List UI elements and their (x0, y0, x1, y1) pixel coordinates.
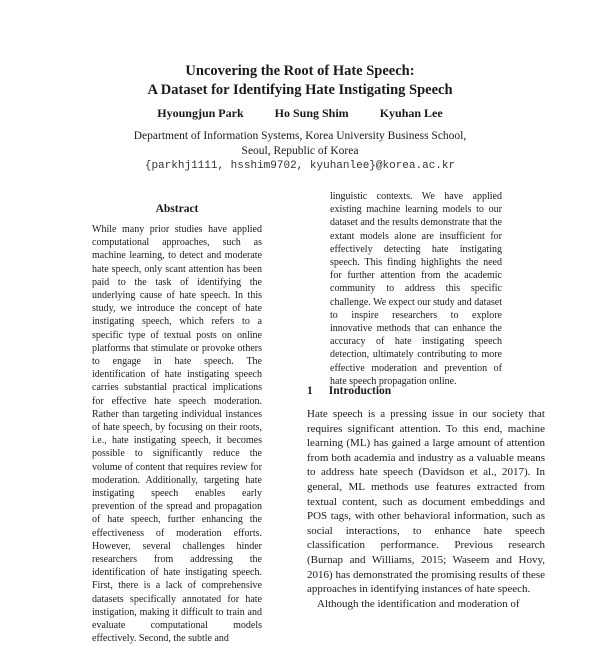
abstract-paragraph: While many prior studies have applied computational approaches, such as machine learning, to detect and moderate hate speech, only scant attention has been paid to the task of identifying the underlying cause of hate speech. In this study, we introduce the concept of hate instigating speech, which refers to a specific type of textual posts on online platforms that stimulate or provoke others to engage in hate speech. The identification of hate instigating speech carries substantial practical implications for effective hate speech moderation. Rather than targeting individual instances of hate speech, by focusing on their roots, i.e., hate instigating speech, it becomes possible to significantly reduce the volume of content that requires review for moderation. Additionally, targeting hate instigating speech enables early prevention of the spread and propagation of hate speech, further enhancing the effectiveness of moderation efforts. However, several challenges hinder researchers from addressing the identification of hate instigating speech. First, there is a lack of comprehensive datasets specifically annotated for hate instigation, making it difficult to train and evaluate computational models effectively. Second, the subtle and (92, 224, 262, 645)
abstract-heading: Abstract (155, 203, 199, 215)
introduction-body (307, 407, 545, 611)
section-heading-introduction (307, 385, 391, 397)
paper-title (0, 62, 600, 100)
introduction-paragraph-next: Although the identification and moderation of (317, 597, 520, 610)
introduction-paragraph: Hate speech is a pressing issue in our society that requires significant attention. To this end, machine learning (ML) has gained a large amount of attention from both academia and industry as a valuable means to address hate speech (Davidson et al., 2017). In general, ML methods use features extracted from textual content, such as document embeddings and POS tags, with other behavioral information, such as social interactions, to enhance hate speech classification performance. Previous research (Burnap and Williams, 2015; Waseem and Hovy, 2016) has demonstrated the promising results of these approaches in identifying instances of hate speech. (307, 408, 545, 596)
author-3: Kyuhan Lee (379, 106, 443, 120)
section-number: 1 (307, 385, 313, 397)
author-1: Hyoungjun Park (157, 106, 244, 120)
author-list (0, 106, 600, 121)
affiliation-line-2: Seoul, Republic of Korea (241, 145, 359, 157)
author-2: Ho Sung Shim (274, 106, 349, 120)
abstract-paragraph-continued: linguistic contexts. We have applied existing machine learning models to our dataset and the results demonstrate that the extant models alone are insufficient for effectively detecting hate instigating speech. This finding highlights the need for further attention from the academic community to address this specific challenge. We expect our study and dataset to inspire researchers to explore innovative methods that can enhance the accuracy of hate instigating speech detection, ultimately contributing to more effective moderation and prevention of hate speech propagation online. (330, 191, 503, 387)
abstract-body-left (92, 223, 262, 646)
section-title: Introduction (328, 385, 392, 397)
affiliation (0, 129, 600, 174)
affiliation-line-1: Department of Information Systems, Korea University Business School, (133, 130, 467, 142)
title-line-1: Uncovering the Root of Hate Speech: (185, 63, 415, 79)
title-line-2: A Dataset for Identifying Hate Instigating Speech (147, 82, 453, 98)
abstract-body-right (330, 190, 502, 388)
author-emails: {parkhj1111, hsshim9702, kyuhanlee}@korea.ac.kr (144, 160, 456, 172)
